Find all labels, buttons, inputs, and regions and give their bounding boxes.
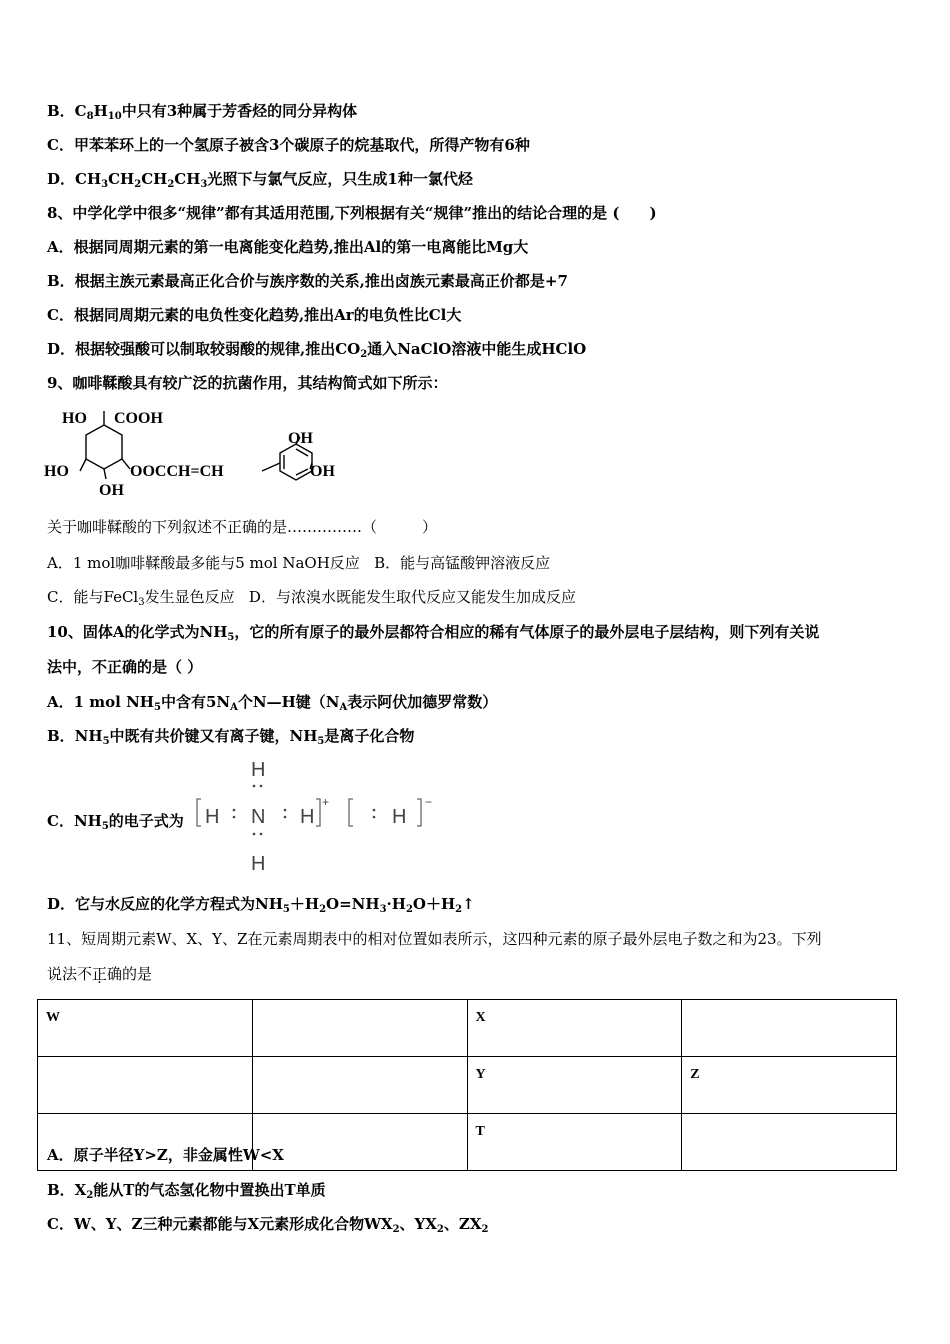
struct-label-oh-ring-top: OH — [288, 430, 313, 447]
q10-stem-line1: 10、固体A的化学式为$NH_5$，它的所有原子的最外层都符合相应的稀有气体原子的最外层电子层结构，则下列有关说 — [47, 623, 820, 643]
ef-h-top: H — [251, 759, 266, 781]
q9-option-a: A．1 mol咖啡鞣酸最多能与5 mol NaOH反应 — [47, 554, 360, 572]
q10-option-b: B．$NH_5$中既有共价键又有离子键，$NH_5$是离子化合物 — [47, 727, 415, 747]
q9-options-ab — [47, 553, 550, 573]
table-row — [38, 1000, 897, 1057]
q10-option-a: A．1 mol $NH_5$中含有$5N_A$个N—H键（$N_A$表示阿伏加德罗常数） — [47, 693, 498, 713]
q10-option-c: C．$NH_5$的电子式为 — [47, 812, 184, 832]
ef-n: N — [251, 806, 266, 828]
q9-stem: 9、咖啡鞣酸具有较广泛的抗菌作用，其结构简式如下所示： — [47, 374, 448, 392]
table-row — [38, 1057, 897, 1114]
q11-stem-line2: 说法不正确的是 — [47, 965, 153, 983]
struct-label-ho-left: HO — [44, 463, 69, 480]
table-cell — [252, 1057, 467, 1114]
table-cell — [252, 1000, 467, 1057]
table-cell: X — [467, 1000, 682, 1057]
q7-option-b: B．$C_8H_{10}$中只有3种属于芳香烃的同分异构体 — [47, 102, 358, 122]
q9-question: 关于咖啡鞣酸的下列叙述不正确的是……………（ ） — [47, 518, 438, 536]
q9-option-c: C．能与FeCl$_3$发生显色反应 — [47, 588, 235, 608]
q11-option-b: B．$X_2$能从T的气态氢化物中置换出T单质 — [47, 1181, 326, 1201]
q9-option-b: B．能与高锰酸钾溶液反应 — [374, 554, 551, 572]
q8-option-c: C．根据同周期元素的电负性变化趋势,推出Ar的电负性比Cl大 — [47, 306, 462, 324]
q8-stem: 8、中学化学中很多“规律”都有其适用范围,下列根据有关“规律”推出的结论合理的是 ( ) — [47, 204, 657, 222]
ef-h-left: H — [205, 806, 220, 828]
q9-option-d: D．与浓溴水既能发生取代反应又能发生加成反应 — [248, 588, 576, 606]
svg-text:−: − — [425, 795, 433, 809]
caffeic-tannic-acid-structure — [44, 403, 354, 503]
table-cell: Y — [467, 1057, 682, 1114]
q11-option-a: A．原子半径Y>Z，非金属性W<X — [47, 1146, 284, 1164]
q8-option-b: B．根据主族元素最高正化合价与族序数的关系,推出卤族元素最高正价都是+7 — [47, 272, 568, 290]
q10-stem-line2: 法中，不正确的是（ ） — [47, 658, 203, 676]
struct-label-oh-bottom: OH — [99, 482, 124, 499]
table-cell: W — [38, 1000, 253, 1057]
struct-label-ho-top: HO — [62, 410, 87, 427]
table-cell — [38, 1057, 253, 1114]
q7-option-c: C．甲苯苯环上的一个氢原子被含3个碳原子的烷基取代，所得产物有6种 — [47, 136, 530, 154]
svg-text:+: + — [322, 795, 330, 809]
table-cell — [682, 1114, 897, 1171]
q10-option-d: D．它与水反应的化学方程式为$NH_5+H_2O=NH_3\cdot H_2O+H_2↑$ — [47, 895, 475, 915]
table-cell — [682, 1000, 897, 1057]
ef-h-anion: H — [392, 806, 407, 828]
table-cell: Z — [682, 1057, 897, 1114]
ef-h-bottom: H — [251, 853, 266, 874]
q8-option-d: D．根据较强酸可以制取较弱酸的规律,推出$CO_2$通入NaClO溶液中能生成HClO — [47, 340, 587, 360]
table-cell: T — [467, 1114, 682, 1171]
table-cell — [252, 1114, 467, 1171]
q9-options-cd — [47, 587, 576, 607]
q11-option-c: C．W、Y、Z三种元素都能与X元素形成化合物$WX_2$、$YX_2$、$ZX_2$ — [47, 1215, 489, 1235]
q7-option-d: D．$CH_3CH_2CH_2CH_3$光照下与氯气反应，只生成1种一氯代烃 — [47, 170, 473, 190]
ef-h-right: H — [300, 806, 315, 828]
struct-label-ester: OOCCH=CH — [130, 463, 224, 480]
struct-label-oh-ring-right: OH — [310, 463, 335, 480]
q8-option-a: A．根据同周期元素的第一电离能变化趋势,推出Al的第一电离能比Mg大 — [47, 238, 529, 256]
q11-stem-line1: 11、短周期元素W、X、Y、Z在元素周期表中的相对位置如表所示，这四种元素的原子最外层电子数之和为23。下列 — [47, 930, 822, 948]
nh5-electron-formula — [192, 756, 442, 874]
struct-label-cooh: COOH — [114, 410, 163, 427]
